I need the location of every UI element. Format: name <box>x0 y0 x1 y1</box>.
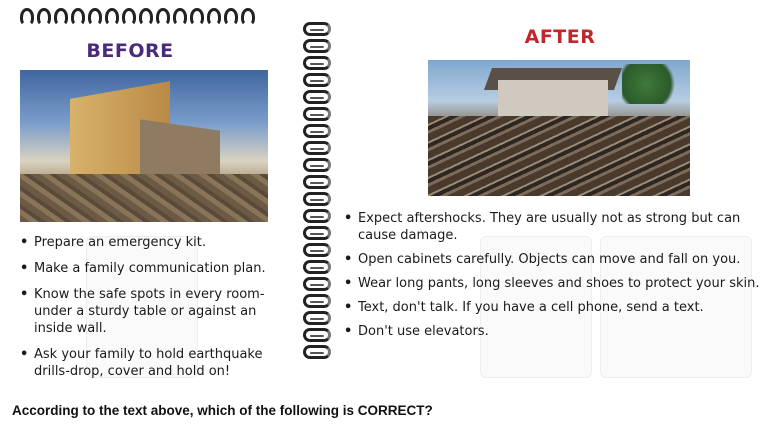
bullet-icon: • <box>344 324 353 339</box>
rubble-shape <box>20 174 268 222</box>
list-item-text: Make a family communication plan. <box>34 261 266 276</box>
coil-icon <box>303 124 331 138</box>
ring-icon <box>122 8 136 26</box>
list-item <box>344 210 762 244</box>
bullet-icon: • <box>344 211 353 226</box>
list-item-text: Ask your family to hold earthquake drills-drop, cover and hold on! <box>34 347 263 379</box>
bullet-icon: • <box>20 287 29 302</box>
coil-icon <box>303 277 331 291</box>
coil-icon <box>303 226 331 240</box>
ring-icon <box>88 8 102 26</box>
coil-icon <box>303 345 331 359</box>
ring-icon <box>156 8 170 26</box>
ring-icon <box>224 8 238 26</box>
after-tips-list <box>344 210 762 347</box>
list-item <box>344 299 762 316</box>
coil-icon <box>303 73 331 87</box>
list-item-text: Wear long pants, long sleeves and shoes to protect your skin. <box>358 276 760 291</box>
before-tips-list <box>20 234 282 389</box>
top-binding-rings <box>20 8 255 26</box>
after-title: AFTER <box>524 26 596 48</box>
ring-icon <box>173 8 187 26</box>
list-item <box>20 346 282 380</box>
debris-shape <box>428 116 690 196</box>
bullet-icon: • <box>344 276 353 291</box>
spiral-binding <box>303 22 331 359</box>
tree-shape <box>622 64 682 104</box>
question-text: According to the text above, which of the following is CORRECT? <box>12 403 433 418</box>
coil-icon <box>303 311 331 325</box>
coil-icon <box>303 192 331 206</box>
coil-icon <box>303 158 331 172</box>
coil-icon <box>303 243 331 257</box>
list-item-text: Open cabinets carefully. Objects can move and fall on you. <box>358 252 741 267</box>
collapsed-building-photo <box>20 70 268 222</box>
before-title: BEFORE <box>86 40 174 62</box>
bullet-icon: • <box>344 252 353 267</box>
coil-icon <box>303 107 331 121</box>
coil-icon <box>303 209 331 223</box>
list-item <box>20 286 282 337</box>
list-item <box>344 323 762 340</box>
list-item <box>20 260 282 277</box>
list-item <box>344 251 762 268</box>
ring-icon <box>139 8 153 26</box>
bullet-icon: • <box>344 300 353 315</box>
coil-icon <box>303 56 331 70</box>
list-item-text: Know the safe spots in every room-under a sturdy table or against an inside wall. <box>34 287 265 336</box>
list-item-text: Text, don't talk. If you have a cell phone, send a text. <box>358 300 704 315</box>
ring-icon <box>54 8 68 26</box>
coil-icon <box>303 328 331 342</box>
destroyed-house-photo <box>428 60 690 196</box>
ring-icon <box>241 8 255 26</box>
ring-icon <box>190 8 204 26</box>
coil-icon <box>303 260 331 274</box>
list-item-text: Expect aftershocks. They are usually not as strong but can cause damage. <box>358 211 741 243</box>
list-item-text: Prepare an emergency kit. <box>34 235 207 250</box>
coil-icon <box>303 141 331 155</box>
ring-icon <box>71 8 85 26</box>
ring-icon <box>37 8 51 26</box>
list-item <box>20 234 282 251</box>
bullet-icon: • <box>20 261 29 276</box>
coil-icon <box>303 22 331 36</box>
bullet-icon: • <box>20 347 29 362</box>
coil-icon <box>303 90 331 104</box>
list-item-text: Don't use elevators. <box>358 324 489 339</box>
ring-icon <box>105 8 119 26</box>
coil-icon <box>303 294 331 308</box>
list-item <box>344 275 762 292</box>
coil-icon <box>303 39 331 53</box>
ring-icon <box>20 8 34 26</box>
coil-icon <box>303 175 331 189</box>
bullet-icon: • <box>20 235 29 250</box>
ring-icon <box>207 8 221 26</box>
